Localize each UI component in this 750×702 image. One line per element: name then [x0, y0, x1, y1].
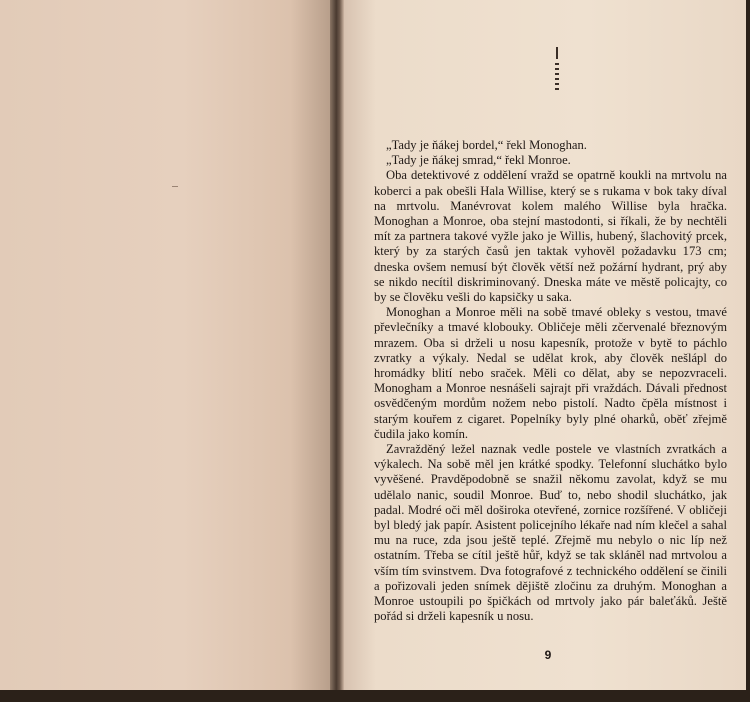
- paragraph: „Tady je ňákej smrad,“ řekl Monroe.: [386, 153, 571, 168]
- chapter-dotted-line: [555, 63, 559, 93]
- page-number: 9: [544, 648, 552, 662]
- left-page-blank: [0, 0, 330, 690]
- paragraph: „Tady je ňákej bordel,“ řekl Monoghan.: [386, 138, 587, 152]
- paragraph: Monoghan a Monroe měli na sobě tmavé obleky s vestou, tmavé převlečníky a tmavé klobouky. Obličeje měli zčervenalé březnovým mrazem. Oba si drželi u nosu kapesník, protože v bytě to páchlo zvratky a výkaly. Nedal se udělat krok, aby člověk nešlápl do hromádky blití nebo sraček. Měli co dělat, aby se nepozvraceli. Monogham a Monroe nesnášeli sajrajt při vraždách. Dávali přednost osvědčeným mordům nožem nebo pistolí. Nadto čpěla místnost i starým kouřem z cigaret. Popelníky byly plné oharků, oběť zřejmě čudila jako komín.: [374, 305, 727, 441]
- paragraph: Zavražděný ležel naznak vedle postele ve vlastních zvratkách a výkalech. Na sobě měl jen krátké spodky. Telefonní sluchátko bylo vyvěšené. Pravděpodobně se snažil někomu zavolat, když se mu udělalo nanic, soudil Monroe. Buď to, nebo shodil sluchátko, jak padal. Modré oči měl doširoka otevřené, zornice rozšířené. V obličeji byl bledý jak papír. Asistent policejního lékaře nad ním klečel a sahal mu na ruce, zda jsou ještě teplé. Zřejmě mu nebylo o nic líp než ostatním. Třeba se cítil ještě hůř, když se tak skláněl nad mrtvolou a vším tím svinstvem. Dva fotografové z technického oddělení se činili a pořizovali jeden snímek dějiště zločinu za druhým. Monoghan a Monroe ustoupili po špičkách od mrtvoly jako pár baleťáků. Ještě pořád si drželi kapesník u nosu.: [374, 442, 727, 624]
- paragraph: Oba detektivové z oddělení vražd se opatrně koukli na mrtvolu na koberci a pak obešli Hala Willise, který se s rukama v bok taky díval na mrtvolu. Manévrovat kolem malého Willise byla hračka. Monoghan a Monroe, oba stejní mastodonti, si říkali, že by nechtěli mít za partnera takové vyžle jako je Willis, hubený, šlachovitý prcek, který by za starých časů jen taktak vyhověl požadavku 173 cm; dneska ovšem nemusí být člověk větší než požární hydrant, prý aby se nikdo necítil diskriminovaný. Dneska máte ve městě policajty, co by se člověku vešli do kapsičky u saka.: [374, 168, 727, 305]
- chapter-numeral-bar: [556, 47, 558, 59]
- chapter-one-ornament: [552, 47, 566, 93]
- book-bottom-edge: [0, 690, 750, 702]
- book-gutter: [330, 0, 344, 692]
- body-text: [374, 138, 727, 625]
- page-speck: [172, 186, 178, 187]
